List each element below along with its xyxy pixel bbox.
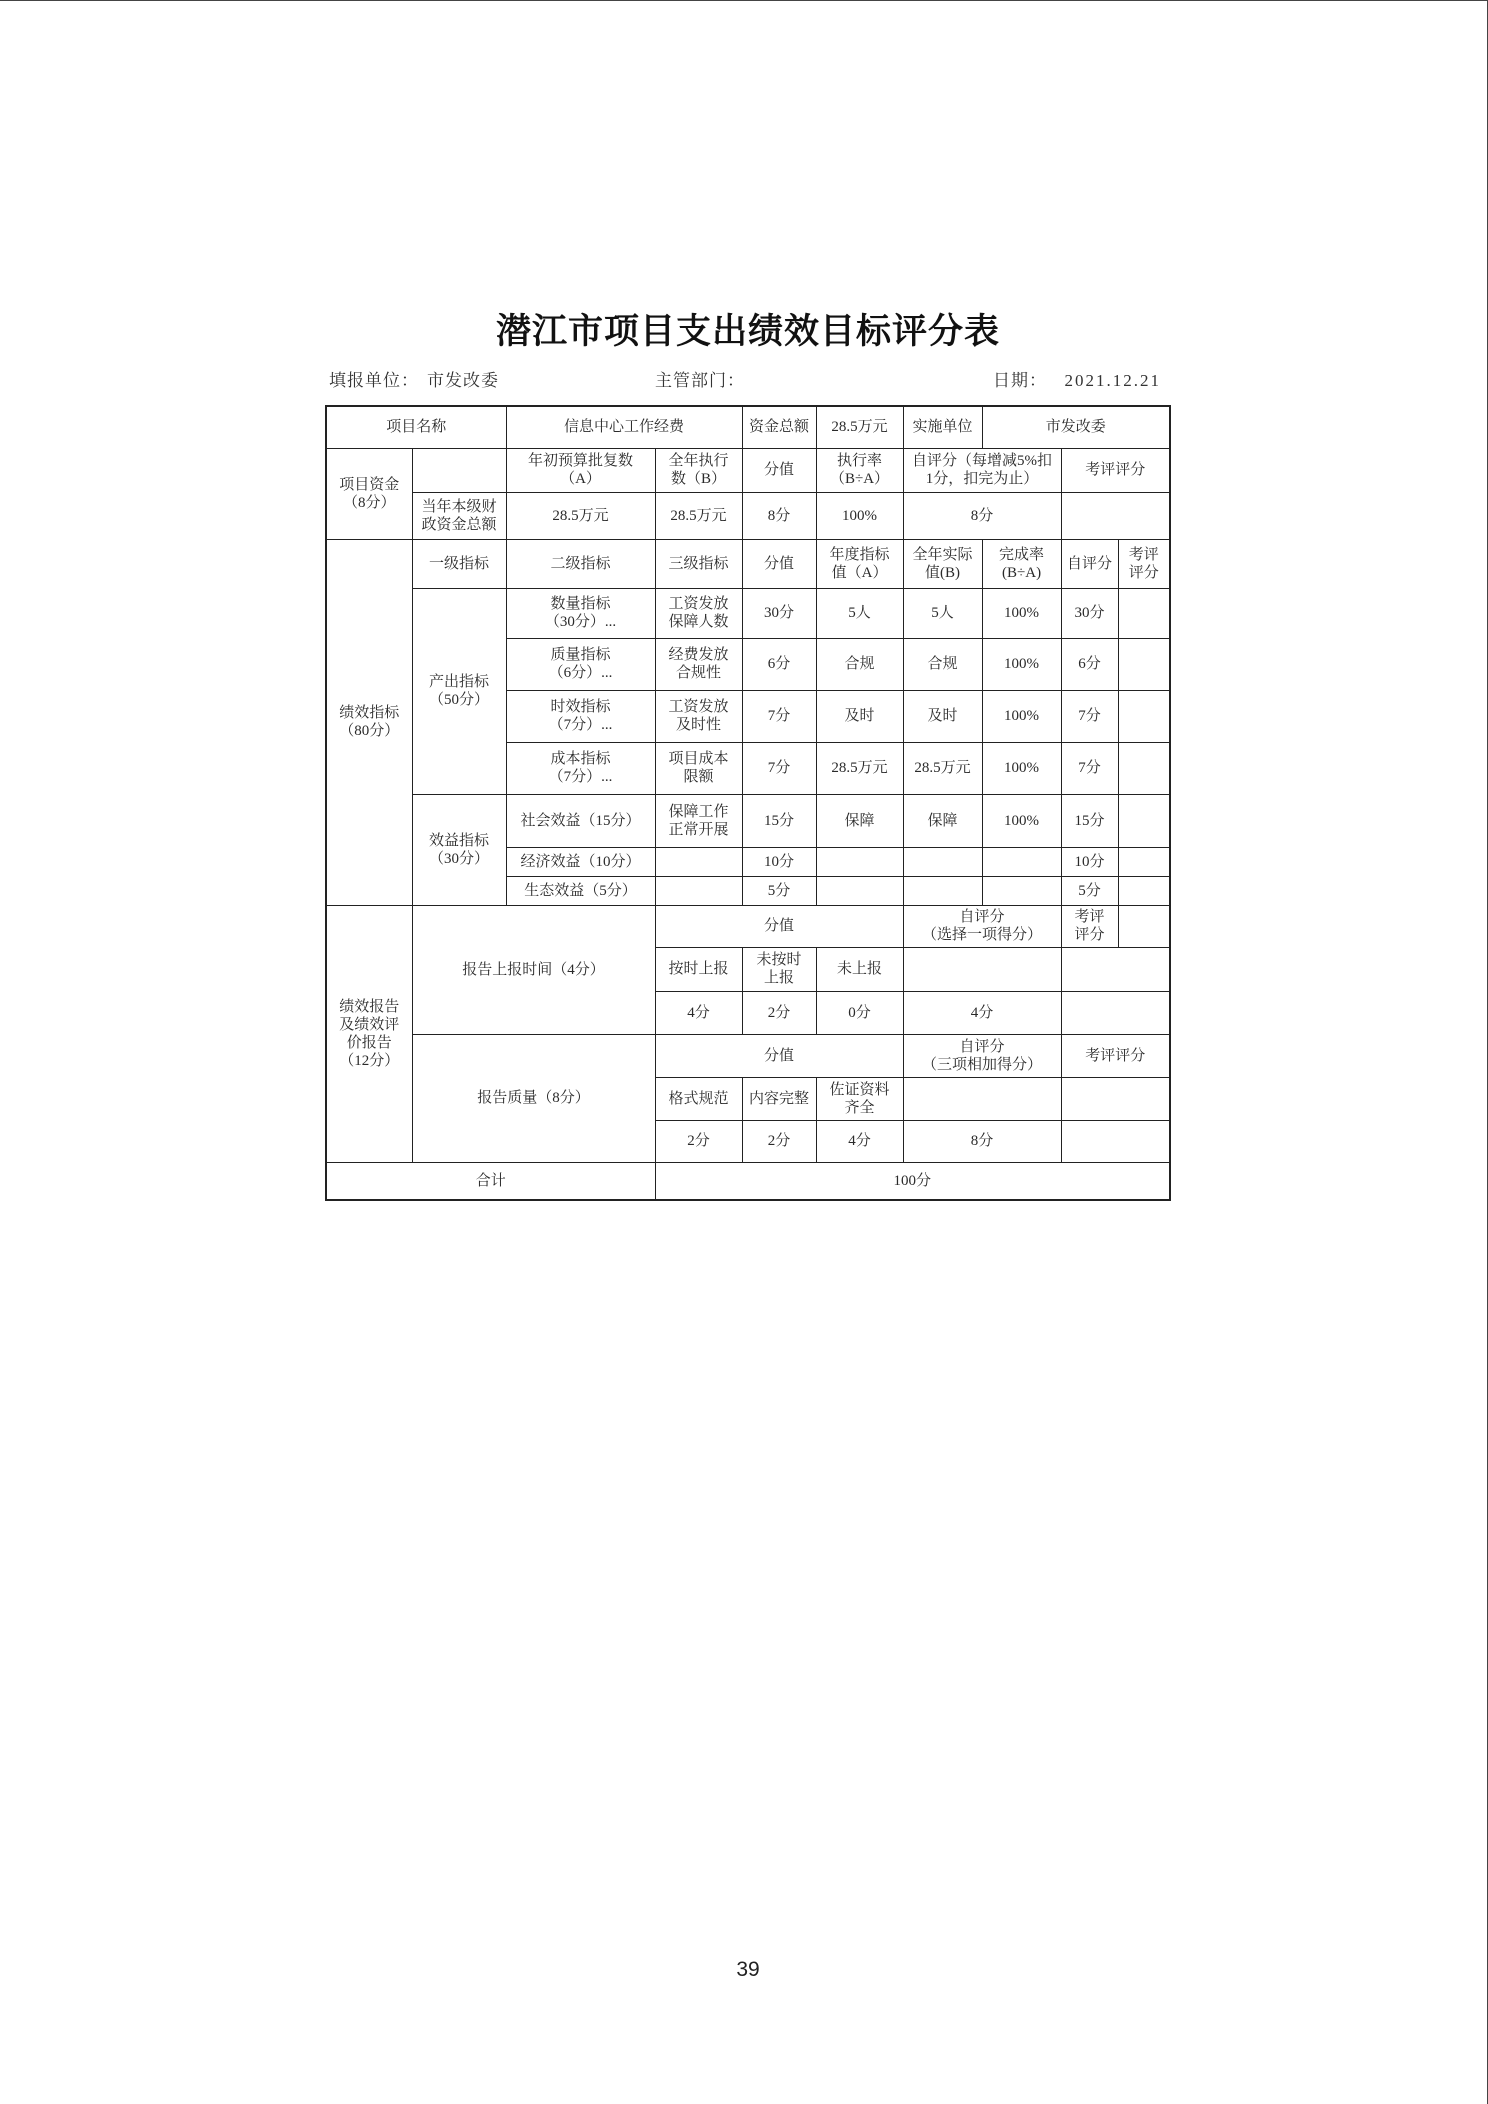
funds-executed-value: 28.5万元 [655, 492, 742, 539]
empty-cell [903, 847, 982, 876]
tertiary-indicator: 项目成本 限额 [655, 742, 742, 794]
indicator-target: 及时 [816, 690, 903, 742]
empty-cell [655, 847, 742, 876]
table-row [326, 588, 1170, 638]
indicator-rate: 100% [982, 794, 1061, 847]
timing-score-header: 分值 [655, 905, 903, 947]
indicator-score: 5分 [742, 876, 816, 905]
indicator-rate: 100% [982, 588, 1061, 638]
indicator-rate: 100% [982, 690, 1061, 742]
quality-option-score: 2分 [655, 1120, 742, 1162]
page-number: 39 [736, 1958, 760, 1981]
project-name-value: 信息中心工作经费 [506, 406, 742, 448]
indicator-self-score: 7分 [1061, 690, 1118, 742]
indicator-score: 6分 [742, 638, 816, 690]
total-label: 合计 [326, 1162, 655, 1200]
completion-rate-header: 完成率 (B÷A) [982, 539, 1061, 588]
funds-section-label: 项目资金 （8分） [326, 448, 412, 539]
score-header: 分值 [742, 539, 816, 588]
secondary-indicator: 成本指标 （7分）... [506, 742, 655, 794]
secondary-indicator: 数量指标 （30分）... [506, 588, 655, 638]
indicator-score: 7分 [742, 742, 816, 794]
indicator-score: 7分 [742, 690, 816, 742]
funds-budget-header: 年初预算批复数 （A） [506, 448, 655, 492]
indicator-score: 10分 [742, 847, 816, 876]
empty-cell [1061, 1120, 1170, 1162]
table-row [326, 1034, 1170, 1077]
empty-cell [1118, 905, 1170, 947]
indicator-actual: 及时 [903, 690, 982, 742]
quality-review-score-header: 考评评分 [1061, 1034, 1170, 1077]
indicator-self-score: 5分 [1061, 876, 1118, 905]
level2-header: 二级指标 [506, 539, 655, 588]
quality-option: 格式规范 [655, 1077, 742, 1120]
table-row [326, 539, 1170, 588]
indicator-target: 28.5万元 [816, 742, 903, 794]
timing-self-score: 4分 [903, 991, 1061, 1034]
funds-self-score-value: 8分 [903, 492, 1061, 539]
self-score-header: 自评分 [1061, 539, 1118, 588]
report-section-label: 绩效报告 及绩效评 价报告 （12分） [326, 905, 412, 1162]
report-timing-label: 报告上报时间（4分） [412, 905, 655, 1034]
quality-option: 内容完整 [742, 1077, 816, 1120]
empty-cell [816, 876, 903, 905]
indicator-self-score: 6分 [1061, 638, 1118, 690]
indicator-actual: 保障 [903, 794, 982, 847]
quality-option-score: 2分 [742, 1120, 816, 1162]
date-value: 2021.12.21 [1064, 371, 1161, 390]
tertiary-indicator: 经费发放 合规性 [655, 638, 742, 690]
level3-header: 三级指标 [655, 539, 742, 588]
secondary-indicator: 质量指标 （6分）... [506, 638, 655, 690]
timing-option: 未上报 [816, 947, 903, 991]
empty-cell [1061, 1077, 1170, 1120]
empty-cell [1118, 847, 1170, 876]
timing-self-score-header: 自评分 （选择一项得分） [903, 905, 1061, 947]
table-row [326, 794, 1170, 847]
funds-row-label: 当年本级财 政资金总额 [412, 492, 506, 539]
actual-header: 全年实际 值(B) [903, 539, 982, 588]
empty-cell [655, 876, 742, 905]
funds-self-score-header: 自评分（每增减5%扣 1分，扣完为止） [903, 448, 1061, 492]
funds-score-header: 分值 [742, 448, 816, 492]
indicator-actual: 5人 [903, 588, 982, 638]
empty-cell [1118, 588, 1170, 638]
indicator-target: 5人 [816, 588, 903, 638]
empty-cell [1118, 638, 1170, 690]
output-indicator-label: 产出指标 （50分） [412, 588, 506, 794]
funds-review-score-header: 考评评分 [1061, 448, 1170, 492]
level1-header: 一级指标 [412, 539, 506, 588]
funds-rate-value: 100% [816, 492, 903, 539]
empty-cell [1061, 492, 1170, 539]
quality-option-score: 4分 [816, 1120, 903, 1162]
total-value: 100分 [655, 1162, 1170, 1200]
report-quality-label: 报告质量（8分） [412, 1034, 655, 1162]
supervising-dept-label: 主管部门： [655, 371, 745, 390]
empty-cell [412, 448, 506, 492]
empty-cell [1061, 991, 1170, 1034]
indicator-self-score: 30分 [1061, 588, 1118, 638]
indicator-score: 30分 [742, 588, 816, 638]
reporting-unit [329, 370, 499, 392]
total-funds-label: 资金总额 [742, 406, 816, 448]
empty-cell [903, 947, 1061, 991]
indicator-rate: 100% [982, 638, 1061, 690]
implementer-label: 实施单位 [903, 406, 982, 448]
indicator-rate: 100% [982, 742, 1061, 794]
indicator-actual: 合规 [903, 638, 982, 690]
empty-cell [1118, 876, 1170, 905]
timing-review-score-header: 考评 评分 [1061, 905, 1118, 947]
target-header: 年度指标 值（A） [816, 539, 903, 588]
secondary-indicator: 时效指标 （7分）... [506, 690, 655, 742]
page-title: 潜江市项目支出绩效目标评分表 [495, 312, 1000, 351]
empty-cell [903, 1077, 1061, 1120]
indicator-self-score: 15分 [1061, 794, 1118, 847]
quality-score-header: 分值 [655, 1034, 903, 1077]
indicator-target: 合规 [816, 638, 903, 690]
indicator-target: 保障 [816, 794, 903, 847]
quality-option: 佐证资料 齐全 [816, 1077, 903, 1120]
performance-section-label: 绩效指标 （80分） [326, 539, 412, 905]
reporting-unit-value: 市发改委 [427, 371, 499, 390]
review-score-header: 考评 评分 [1118, 539, 1170, 588]
score-table [325, 405, 1171, 1201]
secondary-indicator: 社会效益（15分） [506, 794, 655, 847]
secondary-indicator: 生态效益（5分） [506, 876, 655, 905]
table-row [326, 1162, 1170, 1200]
funds-executed-header: 全年执行 数（B） [655, 448, 742, 492]
secondary-indicator: 经济效益（10分） [506, 847, 655, 876]
timing-option-score: 0分 [816, 991, 903, 1034]
table-row [326, 492, 1170, 539]
implementer-value: 市发改委 [982, 406, 1170, 448]
project-name-label: 项目名称 [326, 406, 506, 448]
tertiary-indicator: 工资发放 及时性 [655, 690, 742, 742]
timing-option-score: 2分 [742, 991, 816, 1034]
empty-cell [1118, 690, 1170, 742]
indicator-actual: 28.5万元 [903, 742, 982, 794]
timing-option-score: 4分 [655, 991, 742, 1034]
empty-cell [903, 876, 982, 905]
date-label: 日期： [993, 371, 1047, 390]
table-row [326, 905, 1170, 947]
tertiary-indicator: 工资发放 保障人数 [655, 588, 742, 638]
funds-budget-value: 28.5万元 [506, 492, 655, 539]
benefit-indicator-label: 效益指标 （30分） [412, 794, 506, 905]
timing-option: 按时上报 [655, 947, 742, 991]
empty-cell [1118, 742, 1170, 794]
quality-self-score-header: 自评分 （三项相加得分） [903, 1034, 1061, 1077]
indicator-score: 15分 [742, 794, 816, 847]
timing-option: 未按时 上报 [742, 947, 816, 991]
table-row [326, 406, 1170, 448]
indicator-self-score: 7分 [1061, 742, 1118, 794]
empty-cell [816, 847, 903, 876]
indicator-self-score: 10分 [1061, 847, 1118, 876]
empty-cell [1061, 947, 1170, 991]
table-row [326, 448, 1170, 492]
tertiary-indicator: 保障工作 正常开展 [655, 794, 742, 847]
funds-rate-header: 执行率 （B÷A） [816, 448, 903, 492]
total-funds-value: 28.5万元 [816, 406, 903, 448]
empty-cell [982, 847, 1061, 876]
quality-self-score: 8分 [903, 1120, 1061, 1162]
empty-cell [1118, 794, 1170, 847]
funds-score-value: 8分 [742, 492, 816, 539]
empty-cell [982, 876, 1061, 905]
reporting-unit-label: 填报单位： [329, 371, 419, 390]
